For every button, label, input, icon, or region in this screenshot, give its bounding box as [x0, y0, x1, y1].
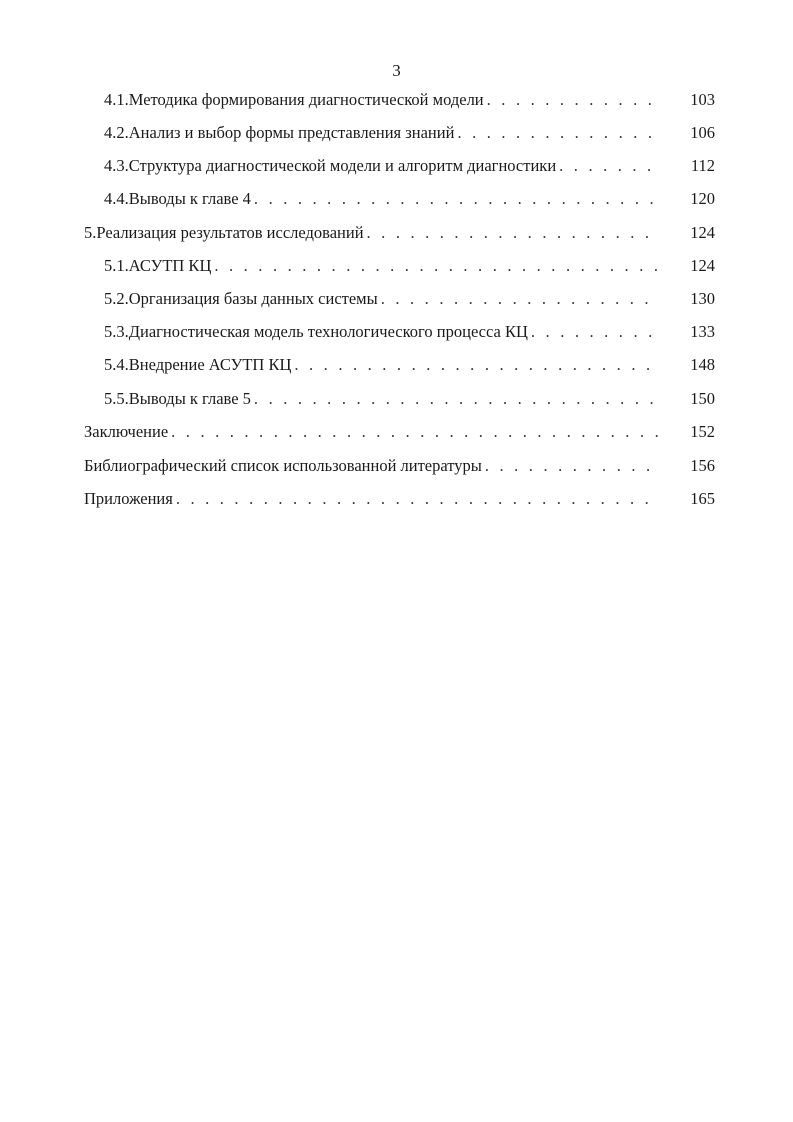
toc-entry-title: 4.2.Анализ и выбор формы представления знаний — [104, 123, 455, 142]
toc-entry — [84, 454, 715, 478]
toc-entry — [104, 88, 715, 112]
toc-entry-page: 124 — [690, 256, 715, 275]
toc-dot-leader — [254, 187, 660, 211]
toc-entry — [104, 353, 715, 377]
toc-entry — [104, 187, 715, 211]
toc-entry-page: 120 — [690, 189, 715, 208]
toc-dot-leader — [531, 320, 660, 344]
toc-dot-leader — [294, 353, 660, 377]
toc-entry-title: 5.1.АСУТП КЦ — [104, 256, 212, 275]
toc-entry — [104, 287, 715, 311]
toc-entry-title: 5.2.Организация базы данных системы — [104, 289, 378, 308]
toc-entry-title: Заключение — [84, 422, 169, 441]
toc-dot-leader — [487, 88, 660, 112]
toc-entry-title: 4.3.Структура диагностической модели и алгоритм диагностики — [104, 156, 557, 175]
toc-entry — [84, 221, 715, 245]
toc-entry-title: 5.Реализация результатов исследований — [84, 223, 364, 242]
toc-entry-page: 156 — [690, 456, 715, 475]
toc-entry — [84, 420, 715, 444]
toc-dot-leader — [457, 121, 660, 145]
toc-entry-page: 103 — [690, 90, 715, 109]
toc-entry — [104, 320, 715, 344]
toc-dot-leader — [254, 387, 660, 411]
page-number: 3 — [392, 61, 401, 80]
toc-entry-title: 5.5.Выводы к главе 5 — [104, 389, 251, 408]
toc-entry-page: 106 — [690, 123, 715, 142]
toc-dot-leader — [176, 487, 660, 511]
toc-entry-title: 4.4.Выводы к главе 4 — [104, 189, 251, 208]
toc-entry-title: 5.4.Внедрение АСУТП КЦ — [104, 355, 292, 374]
toc-entry-page: 165 — [690, 489, 715, 508]
toc-entry-title: 4.1.Методика формирования диагностической модели — [104, 90, 484, 109]
toc-dot-leader — [381, 287, 660, 311]
toc-dot-leader — [559, 154, 660, 178]
toc-dot-leader — [367, 221, 660, 245]
toc-entry-page: 133 — [690, 322, 715, 341]
toc-dot-leader — [171, 420, 660, 444]
toc-entry-title: Библиографический список использованной литературы — [84, 456, 482, 475]
toc-entry — [104, 154, 715, 178]
toc-entry — [84, 487, 715, 511]
toc-dot-leader — [214, 254, 660, 278]
toc-entry-title: Приложения — [84, 489, 173, 508]
toc-entry — [104, 121, 715, 145]
toc-dot-leader — [485, 454, 660, 478]
toc-entry-title: 5.3.Диагностическая модель технологического процесса КЦ — [104, 322, 528, 341]
toc-entry — [104, 254, 715, 278]
toc-entry-page: 148 — [690, 355, 715, 374]
toc-entry-page: 152 — [690, 422, 715, 441]
toc-entry — [104, 387, 715, 411]
toc-entry-page: 130 — [690, 289, 715, 308]
toc-entry-page: 124 — [690, 223, 715, 242]
toc-entry-page: 150 — [690, 389, 715, 408]
toc-entry-page: 112 — [690, 156, 715, 175]
